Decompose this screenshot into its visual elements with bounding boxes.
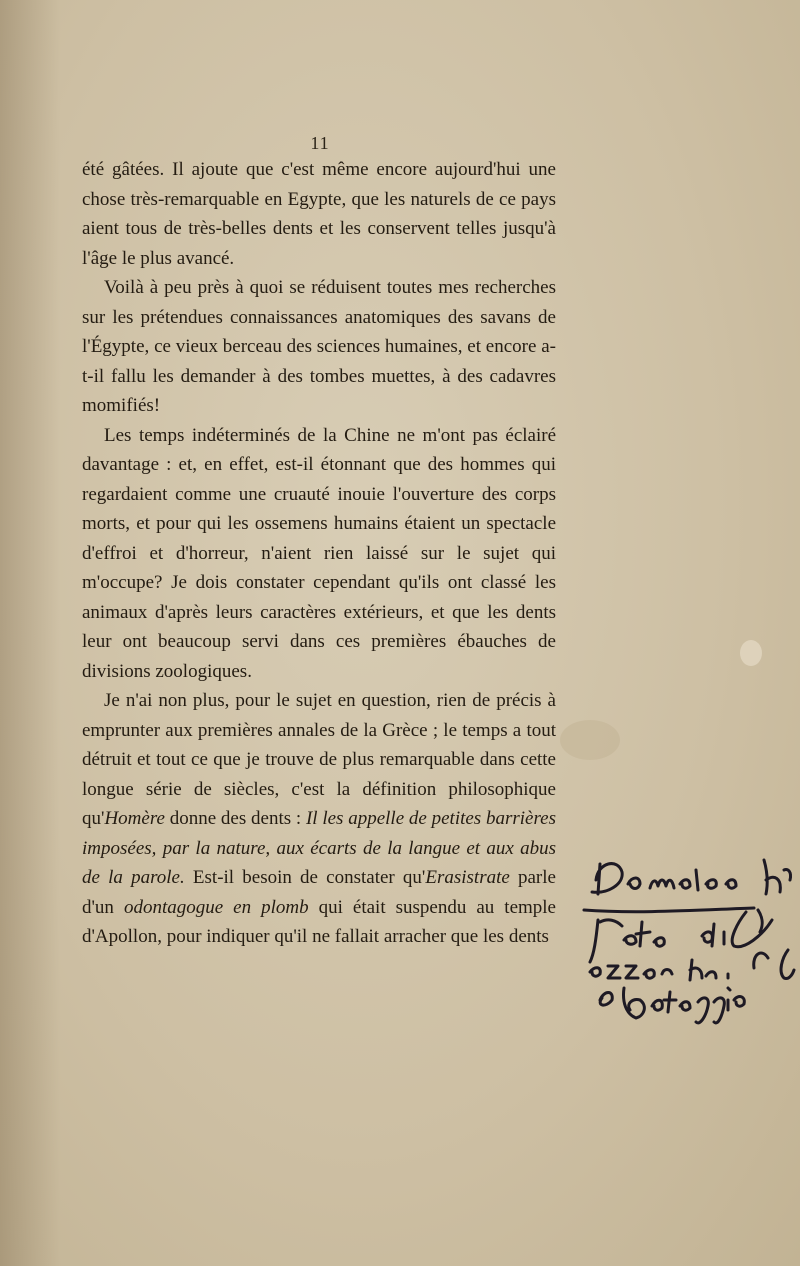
paragraph: [82, 155, 556, 273]
italic-text: Erasistrate: [425, 867, 510, 888]
italic-text: odontagogue en plomb: [123, 896, 309, 918]
paper-stain: [740, 640, 762, 666]
text-segment: parle d'un: [82, 867, 556, 918]
page-number: 11: [310, 133, 330, 153]
text-segment: Voilà à peu près à quoi se réduisent toutes mes recherches sur les prétendues connaissances anatomiques des savans de l'Égypte, ce vieux berceau des sciences humaines, et encore a-t-il fallu les demander à des tombes muettes, à des cadavres momifiés!: [82, 277, 556, 416]
text-segment: Les temps indéterminés de la Chine ne m'ont pas éclairé davantage : et, en effet, est-il étonnant que des hommes qui regardaient comme une cruauté inouie l'ouverture des corps morts, et pour qui les ossemens humains étaient un spectacle d'effroi et d'horreur, n'aient rien laissé sur le sujet qui m'occupe? Je dois constater cependant qu'ils ont classé les animaux d'après leurs caractères extérieurs, et que les dents leur ont beaucoup servi dans ces premières ébauches de divisions zoologiques.: [82, 424, 556, 682]
text-segment: Je n'ai non plus, pour le sujet en question, rien de précis à emprunter aux premières annales de la Grèce ; le temps a tout détruit et tout ce que je trouve de plus remarquable dans cette longue série de siècles, c'est la définition philosophique qu': [82, 690, 556, 829]
paragraph: [82, 686, 556, 952]
body-text: [82, 155, 556, 952]
text-segment: qui était suspendu au temple d'Apollon, pour indiquer qu'il ne fallait arracher que les dents: [82, 896, 556, 947]
text-segment: été gâtées. Il ajoute que c'est même encore aujourd'hui une chose très-remarquable en Egypte, que les naturels de ce pays aient tous de très-belles dents et les conservent telles jusqu'à l'âge le plus avancé.: [82, 159, 556, 269]
italic-text: Il les appelle de petites barrières imposées, par la nature, aux écarts de la langue et aux abus de la parole.: [82, 808, 556, 888]
paragraph: [82, 273, 556, 421]
text-segment: Est-il besoin de constater qu': [184, 867, 426, 888]
italic-text: Homère: [104, 808, 165, 829]
page-gutter-shadow: [0, 0, 60, 1266]
text-segment: donne des dents :: [164, 808, 306, 829]
paper-stain: [560, 720, 620, 760]
paragraph: [82, 421, 556, 687]
handwritten-annotation: [578, 850, 800, 1030]
